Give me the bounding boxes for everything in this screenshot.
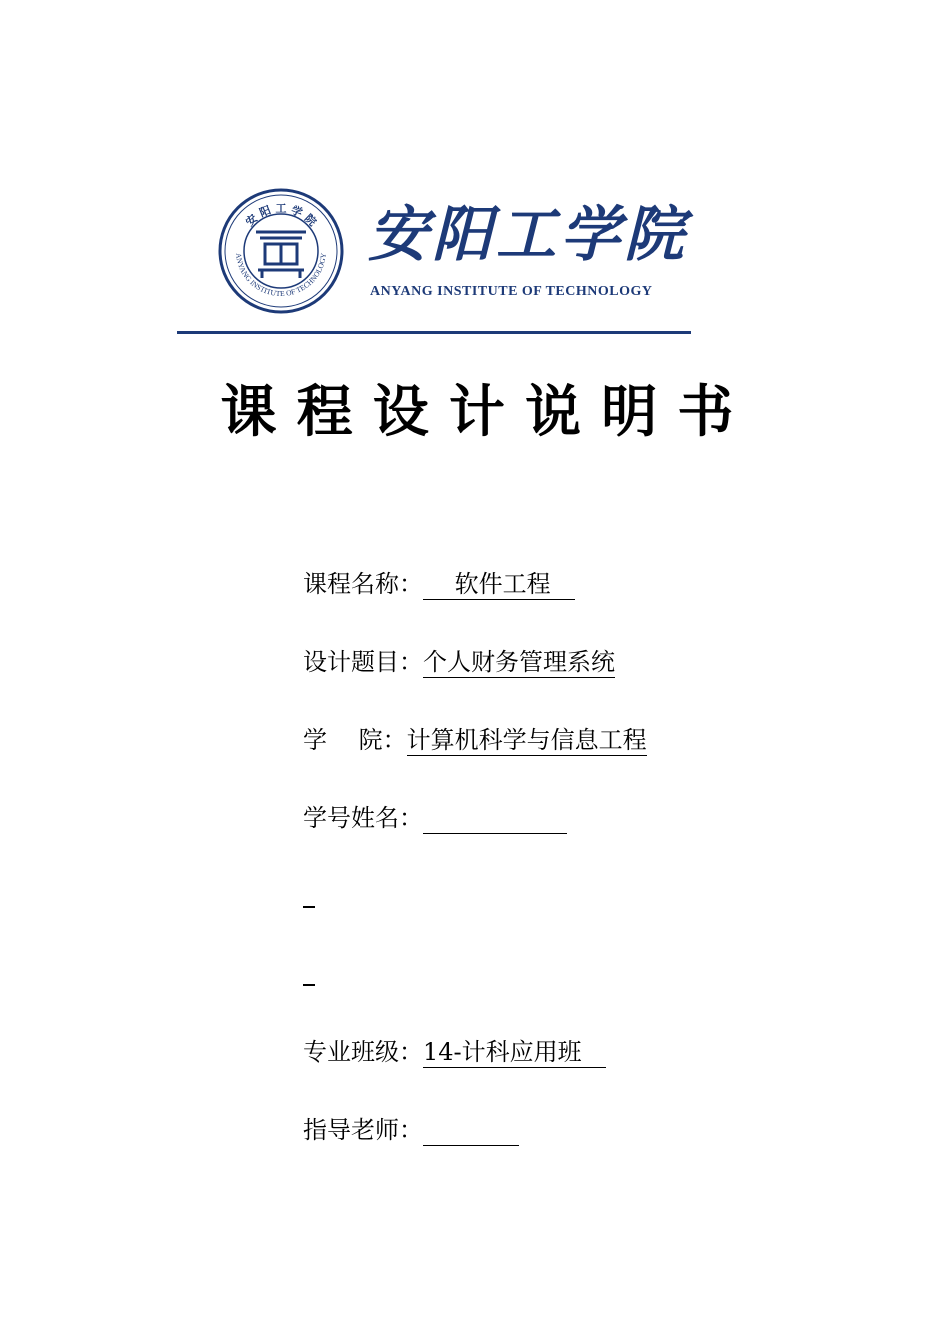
field-label: 指导老师： [303, 1116, 423, 1144]
field-label: 学号姓名： [303, 804, 423, 832]
field-design-topic [303, 646, 615, 678]
svg-text:安 阳 工 学 院 [242, 202, 319, 229]
university-seal-icon [218, 188, 344, 314]
field-value: 软件工程 [423, 570, 575, 598]
field-label: 学 院： [303, 726, 407, 754]
field-value: 14-计科应用班 [423, 1038, 606, 1066]
field-student-id-name [303, 802, 567, 834]
field-advisor [303, 1114, 519, 1146]
seal-text-top: 安 阳 工 学 院 [243, 202, 319, 229]
field-value: 计算机科学与信息工程 [406, 726, 647, 754]
field-value [423, 803, 567, 834]
logo-chinese-name: 安阳工学院 [368, 200, 688, 270]
field-value: 个人财务管理系统 [423, 648, 615, 676]
university-logo [218, 188, 688, 316]
field-label: 课程名称： [303, 570, 423, 598]
field-label: 专业班级： [303, 1038, 423, 1066]
field-course-name [303, 568, 575, 600]
document-title: 课程设计说明书 [220, 380, 754, 445]
field-class [303, 1036, 606, 1068]
field-label: 设计题目： [303, 648, 423, 676]
field-value [423, 1115, 519, 1146]
seal-text-bottom: ANYANG INSTITUTE OF TECHNOLOGY [233, 252, 329, 299]
field-college [303, 724, 647, 756]
logo-english-name: ANYANG INSTITUTE OF TECHNOLOGY [370, 284, 653, 299]
blank-underscore [303, 906, 315, 908]
blank-underscore [303, 984, 315, 986]
header-divider [177, 331, 691, 334]
